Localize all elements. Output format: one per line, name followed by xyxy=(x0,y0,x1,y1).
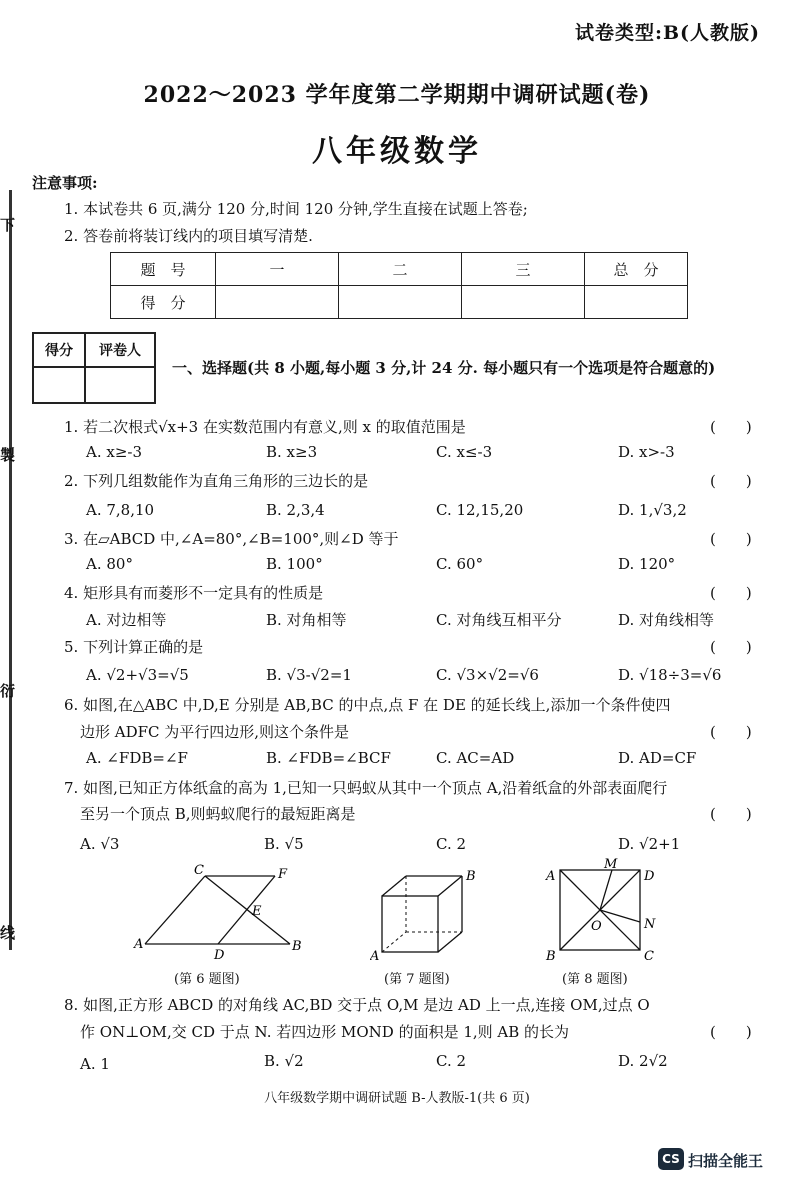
question-stem: 1. 若二次根式√x+3 在实数范围内有意义,则 x 的取值范围是 xyxy=(64,418,466,436)
question-stem: 3. 在▱ABCD 中,∠A=80°,∠B=100°,则∠D 等于 xyxy=(64,530,399,548)
option-d: D. x>-3 xyxy=(618,443,675,461)
score-blank[interactable] xyxy=(339,286,462,319)
fig7-hidden-edge xyxy=(382,932,406,952)
exam-title: 2022～2023 学年度第二学期期中调研试题(卷) xyxy=(143,82,651,108)
grader-score-blank[interactable] xyxy=(33,367,85,403)
question-stem-cont: 边形 ADFC 为平行四边形,则这个条件是 xyxy=(80,723,350,741)
question-stem: 6. 如图,在△ABC 中,D,E 分别是 AB,BC 的中点,点 F 在 DE 的延长线上,添加一个条件使四 xyxy=(64,696,671,714)
question-stem: 2. 下列几组数能作为直角三角形的三边长的是 xyxy=(64,472,369,490)
fig8-label-o: O xyxy=(591,919,602,934)
score-cell-part2: 二 xyxy=(339,253,462,286)
option-d: D. √18÷3=√6 xyxy=(618,666,722,684)
binding-char: 线 xyxy=(0,924,16,942)
question-stem: 8. 如图,正方形 ABCD 的对角线 AC,BD 交于点 O,M 是边 AD 上一点,连接 OM,过点 O xyxy=(64,996,650,1014)
option-c: C. AC=AD xyxy=(436,749,515,767)
option-c: C. 2 xyxy=(436,1052,467,1070)
score-cell-total: 总 分 xyxy=(585,253,688,286)
fig7-label-b: B xyxy=(466,869,476,884)
score-cell-label: 题 号 xyxy=(111,253,216,286)
notice-item: 2. 答卷前将装订线内的项目填写清楚. xyxy=(64,227,313,245)
option-b: B. 100° xyxy=(266,555,323,573)
option-c: C. √3×√2=√6 xyxy=(436,666,539,684)
option-c: C. 对角线互相平分 xyxy=(436,611,562,629)
grader-name-blank[interactable] xyxy=(85,367,155,403)
option-b: B. √2 xyxy=(264,1052,304,1070)
fig8-label-m: M xyxy=(604,858,618,872)
score-cell-part3: 三 xyxy=(462,253,585,286)
fig6-label-f: F xyxy=(278,867,288,882)
score-table xyxy=(110,252,688,319)
fig7-edge xyxy=(382,876,406,896)
answer-bracket[interactable]: ( ) xyxy=(710,472,752,490)
answer-bracket[interactable]: ( ) xyxy=(710,805,752,823)
binding-line xyxy=(9,190,12,950)
fig8-label-d: D xyxy=(644,869,655,884)
answer-bracket[interactable]: ( ) xyxy=(710,638,752,656)
fig6-label-d: D xyxy=(214,948,225,960)
score-table-header-row xyxy=(111,253,688,286)
option-a: A. √3 xyxy=(80,835,120,853)
answer-bracket[interactable]: ( ) xyxy=(710,530,752,548)
subject-title: 八年级数学 xyxy=(312,134,482,169)
option-d: D. 对角线相等 xyxy=(618,611,715,629)
option-b: B. 2,3,4 xyxy=(266,501,325,519)
fig6-label-e: E xyxy=(252,904,262,919)
notice-item: 1. 本试卷共 6 页,满分 120 分,时间 120 分钟,学生直接在试题上答卷; xyxy=(64,200,528,218)
notice-heading: 注意事项: xyxy=(32,174,98,192)
option-c: C. 2 xyxy=(436,835,467,853)
figure-6-caption: (第 6 题图) xyxy=(174,972,240,987)
score-cell-part1: 一 xyxy=(216,253,339,286)
binding-char: 下 xyxy=(0,216,16,234)
score-row-label: 得 分 xyxy=(111,286,216,319)
fig7-label-a: A xyxy=(370,949,380,964)
option-b: B. √5 xyxy=(264,835,304,853)
question-stem: 7. 如图,已知正方体纸盒的高为 1,已知一只蚂蚁从其中一个顶点 A,沿着纸盒的外部表面爬行 xyxy=(64,779,668,797)
page-footer: 八年级数学期中调研试题 B-人教版-1(共 6 页) xyxy=(264,1091,530,1106)
fig8-label-c: C xyxy=(644,949,654,964)
option-c: C. 12,15,20 xyxy=(436,501,524,519)
grader-box xyxy=(32,332,156,404)
fig6-label-c: C xyxy=(194,863,204,878)
fig6-label-a: A xyxy=(134,937,144,952)
option-a: A. ∠FDB=∠F xyxy=(86,749,188,767)
option-a: A. x≥-3 xyxy=(86,443,143,461)
score-blank[interactable] xyxy=(216,286,339,319)
figure-8 xyxy=(540,858,670,964)
camscanner-watermark-text: 扫描全能王 xyxy=(688,1152,764,1170)
score-table-score-row xyxy=(111,286,688,319)
fig6-line-df xyxy=(218,876,275,944)
option-d: D. AD=CF xyxy=(618,749,697,767)
figure-6 xyxy=(130,862,310,960)
option-a: A. 7,8,10 xyxy=(86,501,155,519)
option-d: D. √2+1 xyxy=(618,835,681,853)
question-stem: 5. 下列计算正确的是 xyxy=(64,638,204,656)
option-d: D. 1,√3,2 xyxy=(618,501,687,519)
fig6-label-b: B xyxy=(292,939,302,954)
option-c: C. 60° xyxy=(436,555,484,573)
option-b: B. √3-√2=1 xyxy=(266,666,352,684)
grader-score-label: 得分 xyxy=(33,333,85,367)
answer-bracket[interactable]: ( ) xyxy=(710,584,752,602)
question-stem-cont: 至另一个顶点 B,则蚂蚁爬行的最短距离是 xyxy=(80,805,356,823)
binding-char: 衍 xyxy=(0,682,16,700)
score-blank[interactable] xyxy=(462,286,585,319)
fig7-front-face xyxy=(382,896,438,952)
answer-bracket[interactable]: ( ) xyxy=(710,1023,752,1041)
figure-7-caption: (第 7 题图) xyxy=(384,972,450,987)
answer-bracket[interactable]: ( ) xyxy=(710,723,752,741)
score-blank[interactable] xyxy=(585,286,688,319)
answer-bracket[interactable]: ( ) xyxy=(710,418,752,436)
option-d: D. 120° xyxy=(618,555,676,573)
option-d: D. 2√2 xyxy=(618,1052,668,1070)
option-b: B. 对角相等 xyxy=(266,611,347,629)
option-b: B. ∠FDB=∠BCF xyxy=(266,749,391,767)
figure-8-caption: (第 8 题图) xyxy=(562,972,628,987)
option-a: A. 对边相等 xyxy=(86,611,167,629)
figure-7 xyxy=(370,866,490,964)
fig6-side-cb xyxy=(205,876,290,944)
paper-type-label: 试卷类型:B(人教版) xyxy=(574,22,760,44)
fig8-label-b: B xyxy=(546,949,556,964)
fig8-label-n: N xyxy=(644,917,656,932)
camscanner-logo-icon: CS xyxy=(658,1148,684,1170)
grader-name-label: 评卷人 xyxy=(85,333,155,367)
option-a: A. 80° xyxy=(86,555,133,573)
question-stem-cont: 作 ON⊥OM,交 CD 于点 N. 若四边形 MOND 的面积是 1,则 AB 的长为 xyxy=(80,1023,570,1041)
fig7-edge xyxy=(438,932,462,952)
fig7-edge xyxy=(438,876,462,896)
option-a: A. 1 xyxy=(80,1055,110,1073)
option-c: C. x≤-3 xyxy=(436,443,493,461)
binding-char: 製 xyxy=(0,446,16,464)
option-b: B. x≥3 xyxy=(266,443,318,461)
fig6-side-ac xyxy=(145,876,205,944)
fig8-label-a: A xyxy=(546,869,556,884)
section-title: 一、选择题(共 8 小题,每小题 3 分,计 24 分. 每小题只有一个选项是符合题意的) xyxy=(172,359,716,377)
option-a: A. √2+√3=√5 xyxy=(86,666,189,684)
question-stem: 4. 矩形具有而菱形不一定具有的性质是 xyxy=(64,584,324,602)
